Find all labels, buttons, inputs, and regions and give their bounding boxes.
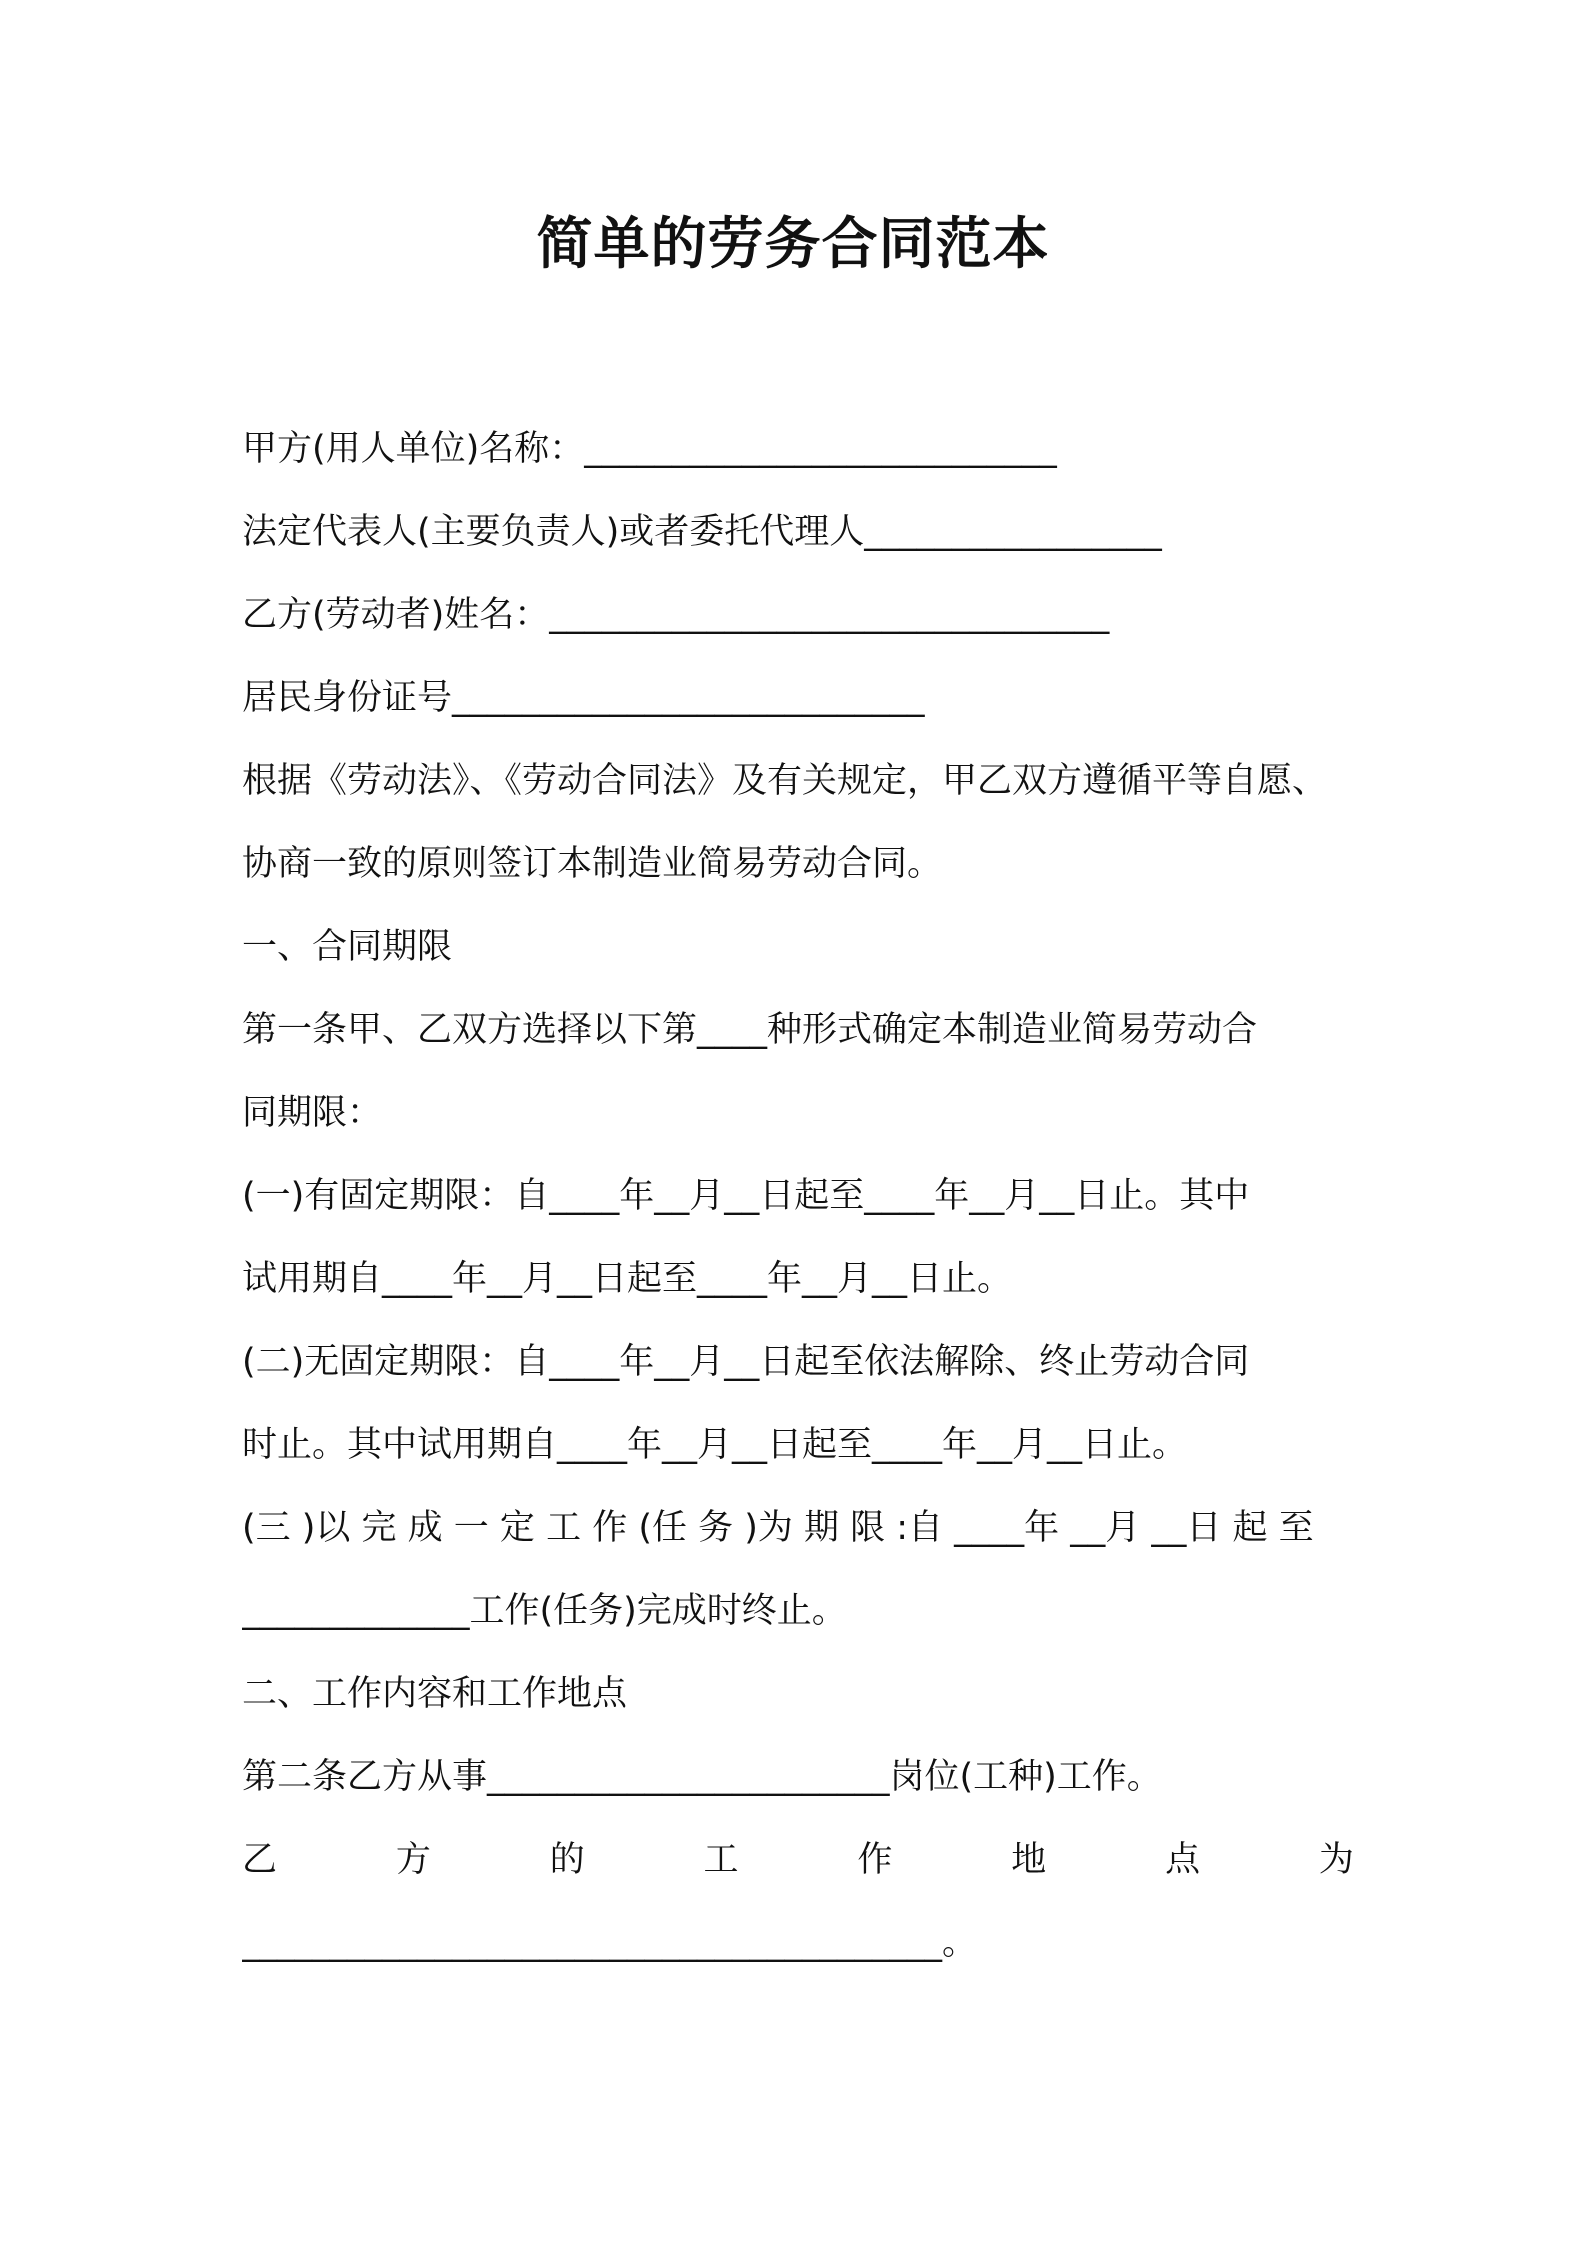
work-location-char: 的: [549, 1840, 585, 1880]
article-1-line-2: 同期限：: [242, 1093, 383, 1133]
page-title: 简单的劳务合同范本: [536, 212, 1050, 277]
id-number-line: 居民身份证号___________________________: [242, 678, 925, 718]
fixed-term-line-1: (一)有固定期限：自____年__月__日起至____年__月__日止。其中: [242, 1176, 1250, 1216]
work-location-blank-line: ________________________________________。: [242, 1923, 978, 1963]
work-location-char: 点: [1165, 1840, 1201, 1880]
work-location-char: 方: [395, 1840, 431, 1880]
article-2-line: 第二条乙方从事_______________________岗位(工种)工作。: [242, 1757, 1162, 1797]
work-location-line: [242, 1819, 1354, 1902]
work-location-char: 为: [1318, 1840, 1354, 1880]
work-location-char: 作: [857, 1840, 893, 1880]
party-a-name-line: 甲方(用人单位)名称：___________________________: [242, 429, 1057, 469]
party-b-name-line: 乙方(劳动者)姓名：________________________________: [242, 595, 1110, 635]
task-term-line-2: _____________工作(任务)完成时终止。: [242, 1591, 847, 1631]
task-term-line-1: (三 )以 完 成 一 定 工 作 (任 务 )为 期 限 :自 ____年 __月 __日 起 至: [242, 1508, 1314, 1548]
work-location-char: 地: [1011, 1840, 1047, 1880]
open-term-line-2: 时止。其中试用期自____年__月__日起至____年__月__日止。: [242, 1425, 1188, 1465]
legal-representative-line: 法定代表人(主要负责人)或者委托代理人_________________: [242, 512, 1162, 552]
preamble-line-1: 根据《劳动法》、《劳动合同法》及有关规定，甲乙双方遵循平等自愿、: [242, 761, 1328, 801]
work-location-char: 乙: [242, 1840, 278, 1880]
open-term-line-1: (二)无固定期限：自____年__月__日起至依法解除、终止劳动合同: [242, 1342, 1250, 1382]
article-1-line-1: 第一条甲、乙双方选择以下第____种形式确定本制造业简易劳动合: [242, 1010, 1258, 1050]
preamble-line-2: 协商一致的原则签订本制造业简易劳动合同。: [242, 844, 943, 884]
fixed-term-line-2: 试用期自____年__月__日起至____年__月__日止。: [242, 1259, 1013, 1299]
section-heading-contract-term: 一、合同期限: [242, 927, 453, 967]
document-body: [242, 408, 1354, 1985]
work-location-char: 工: [703, 1840, 739, 1880]
section-heading-work-content: 二、工作内容和工作地点: [242, 1674, 628, 1714]
